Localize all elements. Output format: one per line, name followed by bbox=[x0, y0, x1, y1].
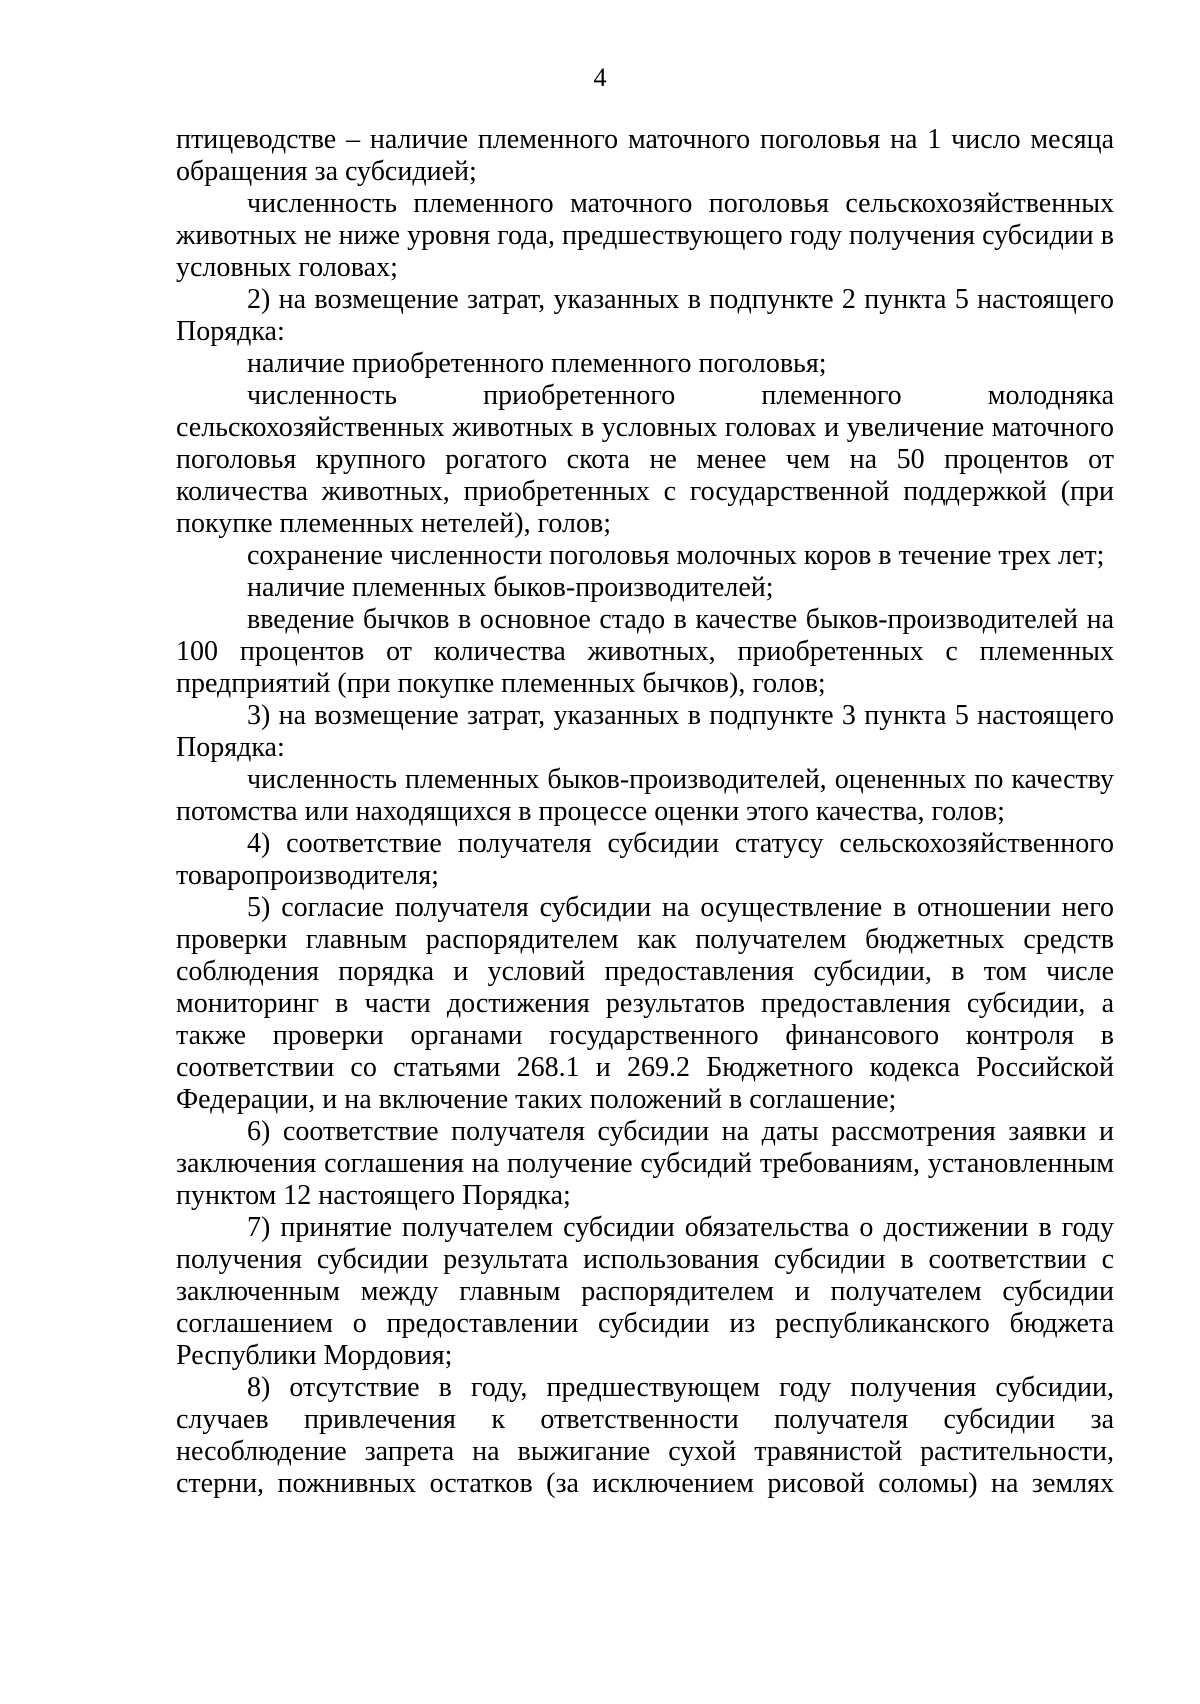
paragraph: 7) принятие получателем субсидии обязательства о достижении в году получения субсидии результата использования субсидии в соответствии с заключенным между главным распорядителем и получателем субсидии соглашением о предоставлении субсидии из республиканского бюджета Республики Мордовия; bbox=[176, 1212, 1114, 1371]
paragraph: 4) соответствие получателя субсидии статусу сельскохозяйственного товаропроизводителя; bbox=[176, 828, 1114, 891]
page-number: 4 bbox=[593, 63, 607, 92]
paragraph: 2) на возмещение затрат, указанных в подпункте 2 пункта 5 настоящего Порядка: bbox=[176, 284, 1114, 347]
paragraph: наличие приобретенного племенного поголовья; bbox=[247, 348, 827, 379]
document-body bbox=[176, 124, 1114, 1500]
paragraph: сохранение численности поголовья молочных коров в течение трех лет; bbox=[247, 540, 1105, 571]
paragraph: птицеводстве – наличие племенного маточного поголовья на 1 число месяца обращения за субсидией; bbox=[176, 124, 1114, 187]
paragraph: введение бычков в основное стадо в качестве быков-производителей на 100 процентов от количества животных, приобретенных с племенных предприятий (при покупке племенных бычков), голов; bbox=[176, 604, 1114, 699]
paragraph: 8) отсутствие в году, предшествующем году получения субсидии, случаев привлечения к ответственности получателя субсидии за несоблюдение запрета на выжигание сухой травянистой растительности, стерни, пожнивных остатков (за исключением рисовой соломы) на землях bbox=[176, 1372, 1114, 1499]
paragraph: 6) соответствие получателя субсидии на даты рассмотрения заявки и заключения соглашения на получение субсидий требованиям, установленным пунктом 12 настоящего Порядка; bbox=[176, 1116, 1114, 1211]
paragraph: 5) согласие получателя субсидии на осуществление в отношении него проверки главным распорядителем как получателем бюджетных средств соблюдения порядка и условий предоставления субсидии, в том числе мониторинг в части достижения результатов предоставления субсидии, а также проверки органами государственного финансового контроля в соответствии со статьями 268.1 и 269.2 Бюджетного кодекса Российской Федерации, и на включение таких положений в соглашение; bbox=[176, 892, 1114, 1115]
paragraph: численность племенного маточного поголовья сельскохозяйственных животных не ниже уровня года, предшествующего году получения субсидии в условных головах; bbox=[176, 188, 1114, 283]
paragraph: 3) на возмещение затрат, указанных в подпункте 3 пункта 5 настоящего Порядка: bbox=[176, 700, 1114, 763]
paragraph: наличие племенных быков-производителей; bbox=[247, 572, 774, 603]
paragraph: численность приобретенного племенного молодняка сельскохозяйственных животных в условных головах и увеличение маточного поголовья крупного рогатого скота не менее чем на 50 процентов от количества животных, приобретенных с государственной поддержкой (при покупке племенных нетелей), голов; bbox=[176, 380, 1114, 539]
paragraph: численность племенных быков-производителей, оцененных по качеству потомства или находящихся в процессе оценки этого качества, голов; bbox=[176, 764, 1114, 827]
